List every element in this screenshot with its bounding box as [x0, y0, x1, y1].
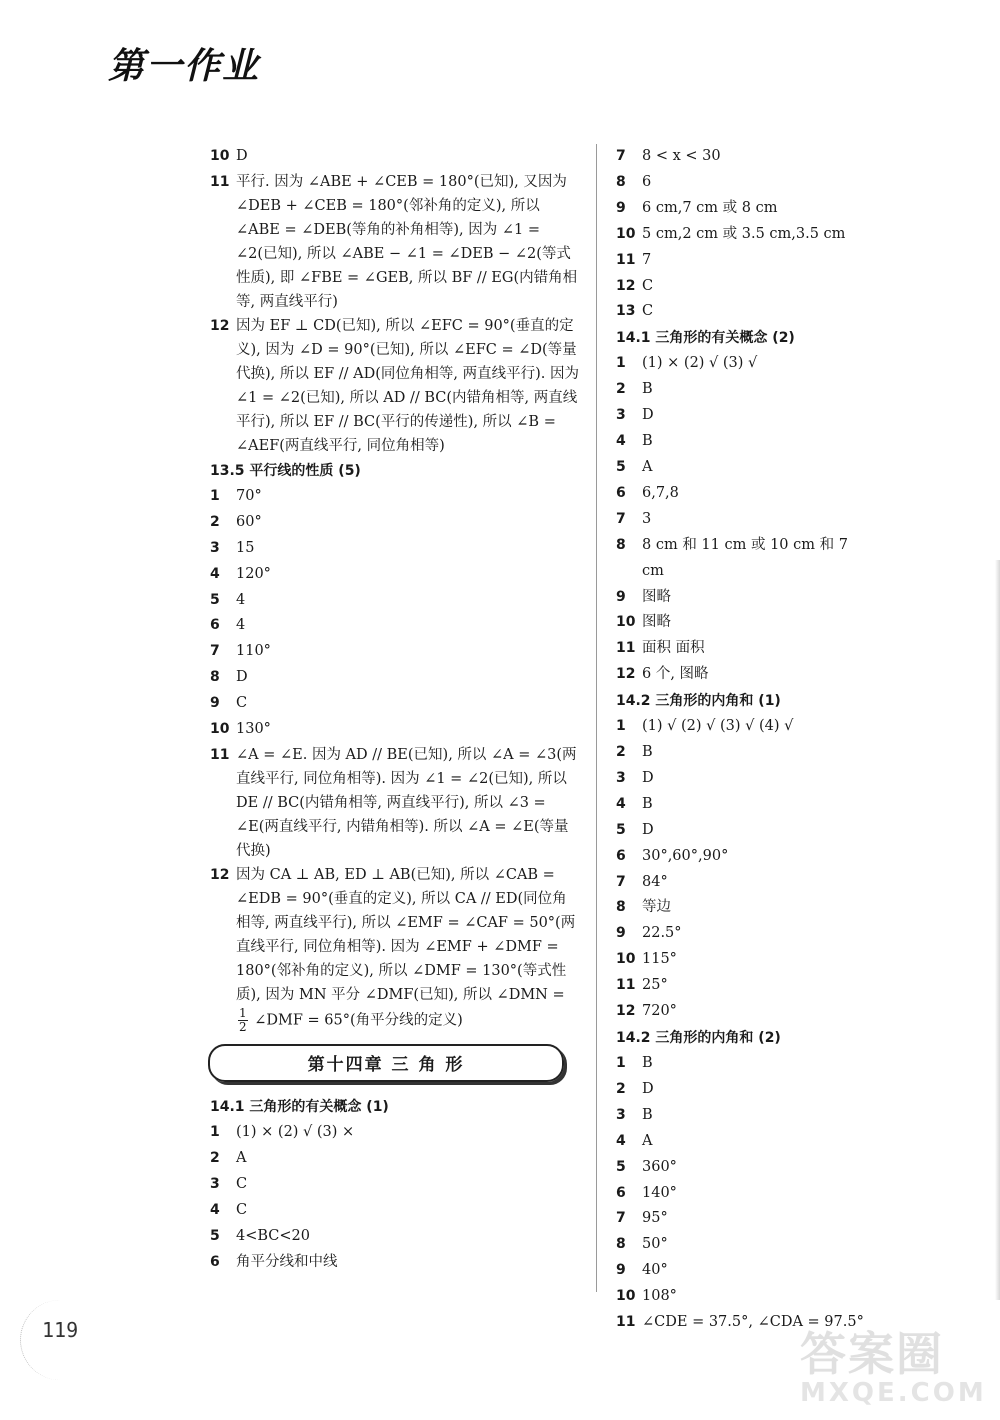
answer-number: 2: [210, 1149, 220, 1166]
answer-number: 7: [616, 873, 626, 890]
answer-item: [616, 1206, 866, 1232]
answer-item: [210, 691, 580, 717]
answer-list-14-1-2: [616, 351, 866, 688]
answer-text: 5 cm,2 cm 或 3.5 cm,3.5 cm: [642, 225, 846, 242]
answer-item: [210, 1120, 580, 1146]
answer-text: 6: [642, 173, 652, 190]
answer-number: 4: [210, 1201, 220, 1218]
answer-text: 140°: [642, 1184, 677, 1201]
answer-text: 面积 面积: [642, 640, 705, 657]
answer-item: [616, 403, 866, 429]
answer-item: [210, 1224, 580, 1250]
answer-number: 2: [616, 381, 626, 398]
answer-number: 12: [210, 317, 230, 334]
answer-number: 7: [616, 510, 626, 527]
answer-item: [616, 818, 866, 844]
answer-item: [616, 947, 866, 973]
answer-item: [210, 639, 580, 665]
answer-text: 25°: [642, 977, 668, 994]
answer-text: 4: [236, 591, 246, 608]
answer-number: 10: [616, 1288, 636, 1305]
answer-number: 3: [616, 1106, 626, 1123]
answer-text: B: [642, 381, 653, 398]
answer-item: [616, 196, 866, 222]
answer-item: [616, 1181, 866, 1207]
answer-text: (1) √ (2) √ (3) √ (4) √: [642, 718, 794, 735]
answer-text: 等边: [642, 899, 671, 916]
answer-number: 1: [616, 718, 626, 735]
answer-text: D: [642, 407, 654, 424]
answer-text: C: [236, 695, 248, 712]
answer-number: 10: [616, 951, 636, 968]
answer-number: 5: [616, 821, 626, 838]
left-column: [210, 144, 580, 1275]
section-title: 13.5 平行线的性质 (5): [210, 462, 361, 479]
answer-item: [616, 1155, 866, 1181]
answer-text: A: [642, 458, 653, 475]
answer-text: 平行. 因为 ∠ABE + ∠CEB = 180°(已知), 又因为 ∠DEB + ∠CEB = 180°(邻补角的定义), 所以 ∠ABE = ∠DEB(等角的补角相等), 因为 ∠1 = ∠2(已知), 所以 ∠ABE − ∠1 = ∠DEB − ∠2(等式性质), 即 ∠FBE = ∠GEB, 所以 BF // EG(内错角相等, 两直线平行): [236, 173, 578, 310]
answer-item: [616, 455, 866, 481]
answer-number: 5: [210, 591, 220, 608]
answer-text: [236, 863, 580, 1034]
answer-item: [210, 536, 580, 562]
answer-item: [616, 1051, 866, 1077]
answer-text: 40°: [642, 1262, 668, 1279]
answer-text: C: [642, 277, 654, 294]
answer-text: 84°: [642, 873, 668, 890]
answer-number: 10: [616, 614, 636, 631]
answer-number: 10: [616, 225, 636, 242]
section-title: 14.2 三角形的内角和 (1): [616, 693, 781, 710]
answer-list-14-1-1: [210, 1120, 580, 1275]
answer-text: 15: [236, 539, 255, 556]
answer-item: [616, 170, 866, 196]
answer-number: 7: [616, 148, 626, 164]
answer-item: [616, 585, 866, 611]
answer-item: [616, 844, 866, 870]
answer-number: 4: [616, 795, 626, 812]
answer-text: (1) × (2) √ (3) √: [642, 355, 758, 372]
answer-item: [616, 662, 866, 688]
answer-number: 8: [616, 173, 626, 190]
answer-text: 4<BC<20: [236, 1227, 310, 1244]
answer-text: 3: [642, 510, 652, 527]
answer-item: [616, 636, 866, 662]
answer-text: 6 个, 图略: [642, 666, 709, 683]
answer-text-part: ∠DMF = 65°(角平分线的定义): [254, 1012, 463, 1029]
watermark-seal: 答案圈: [800, 1327, 944, 1381]
answer-number: 3: [210, 539, 220, 556]
answer-number: 4: [210, 565, 220, 582]
answer-text: 115°: [642, 951, 677, 968]
answer-text: 70°: [236, 487, 262, 504]
section-title: 14.1 三角形的有关概念 (2): [616, 330, 795, 347]
column-divider: [596, 144, 597, 1292]
answer-item: [210, 170, 580, 314]
answer-text-part: 因为 CA ⊥ AB, ED ⊥ AB(已知), 所以 ∠CAB = ∠EDB = 90°(垂直的定义), 所以 CA // ED(同位角相等, 两直线平行), 所以 ∠EMF = ∠CAF = 50°(两直线平行, 同位角相等). 因为 ∠EMF + ∠DMF = 180°(邻补角的定义), 所以 ∠DMF = 130°(等式性质), 因为 MN 平分 ∠DMF(已知), 所以 ∠DMN =: [236, 866, 576, 1003]
answer-number: 6: [210, 617, 220, 634]
fraction-numerator: 1: [239, 1005, 247, 1020]
answer-item: [210, 863, 580, 1034]
answer-item: [616, 1103, 866, 1129]
answer-number: 9: [616, 1262, 626, 1279]
answer-number: 11: [210, 746, 230, 763]
answer-text: B: [642, 1055, 653, 1071]
answer-text: 6,7,8: [642, 484, 679, 501]
answer-text: 22.5°: [642, 925, 682, 942]
page-number: 119: [42, 1318, 79, 1342]
answer-text: 95°: [642, 1210, 668, 1227]
answer-item: [616, 610, 866, 636]
answer-number: 6: [616, 847, 626, 864]
answer-list-top-left: [210, 144, 580, 458]
answer-item: [210, 510, 580, 536]
answer-number: 1: [616, 1055, 626, 1071]
answer-item: [616, 1284, 866, 1310]
header-logo: 第一作业: [108, 45, 261, 87]
answer-item: [616, 1232, 866, 1258]
answer-number: 6: [616, 484, 626, 501]
answer-number: 12: [616, 666, 636, 683]
answer-text: 4: [236, 617, 246, 634]
answer-number: 12: [616, 1003, 636, 1020]
answer-number: 10: [210, 148, 230, 164]
answer-item: [210, 314, 580, 458]
answer-item: [616, 533, 866, 585]
answer-item: [616, 792, 866, 818]
answer-text: 图略: [642, 588, 671, 605]
answer-item: [616, 481, 866, 507]
answer-number: 8: [210, 669, 220, 686]
answer-item: [210, 665, 580, 691]
answer-text: 120°: [236, 565, 271, 582]
answer-number: 9: [616, 199, 626, 216]
answer-list-14-2-1: [616, 714, 866, 1025]
answer-text: 6 cm,7 cm 或 8 cm: [642, 199, 778, 216]
answer-number: 12: [616, 277, 636, 294]
answer-text: 720°: [642, 1003, 677, 1020]
chapter-heading: 第十四章 三 角 形: [208, 1044, 564, 1082]
answer-text: D: [642, 1080, 654, 1097]
answer-item: [210, 613, 580, 639]
answer-number: 6: [210, 1253, 220, 1270]
answer-item: [616, 429, 866, 455]
answer-number: 11: [616, 1314, 636, 1331]
answer-text: ∠CDE = 37.5°, ∠CDA = 97.5°: [642, 1314, 864, 1331]
answer-number: 5: [616, 458, 626, 475]
answer-text: D: [642, 821, 654, 838]
answer-number: 9: [616, 925, 626, 942]
answer-item: [210, 1172, 580, 1198]
answer-number: 1: [616, 355, 626, 372]
answer-number: 3: [616, 769, 626, 786]
answer-item: [616, 766, 866, 792]
answer-number: 8: [616, 899, 626, 916]
answer-item: [616, 144, 866, 170]
answer-text: 130°: [236, 721, 271, 738]
answer-number: 7: [616, 1210, 626, 1227]
answer-item: [616, 895, 866, 921]
answer-number: 1: [210, 1123, 220, 1140]
answer-number: 9: [616, 588, 626, 605]
watermark: [800, 1318, 990, 1413]
answer-item: [210, 1146, 580, 1172]
answer-text: A: [642, 1132, 653, 1149]
answer-number: 4: [616, 1132, 626, 1149]
fraction: [238, 1007, 248, 1034]
right-column: [616, 144, 866, 1336]
answer-item: [210, 1250, 580, 1276]
answer-text: 50°: [642, 1236, 668, 1253]
section-title: 14.1 三角形的有关概念 (1): [210, 1098, 389, 1115]
answer-number: 2: [616, 744, 626, 761]
answer-text: 8 cm 和 11 cm 或 10 cm 和 7 cm: [642, 536, 848, 579]
answer-item: [616, 714, 866, 740]
answer-number: 11: [616, 251, 636, 268]
answer-item: [616, 248, 866, 274]
answer-number: 8: [616, 1236, 626, 1253]
answer-number: 11: [616, 977, 636, 994]
answer-item: [616, 377, 866, 403]
answer-item: [616, 870, 866, 896]
answer-item: [616, 973, 866, 999]
answer-item: [616, 299, 866, 325]
answer-text: C: [642, 303, 654, 320]
answer-number: 8: [616, 536, 626, 553]
answer-item: [616, 740, 866, 766]
answer-item: [210, 717, 580, 743]
answer-item: [616, 1129, 866, 1155]
answer-text: 7: [642, 251, 652, 268]
answer-text: A: [236, 1149, 247, 1166]
answer-text: C: [236, 1201, 248, 1218]
answer-list-13-5: [210, 484, 580, 1034]
answer-number: 1: [210, 487, 220, 504]
answer-text: 360°: [642, 1158, 677, 1175]
answer-item: [616, 921, 866, 947]
answer-number: 3: [210, 1175, 220, 1192]
watermark-url: MXQE.COM: [800, 1378, 987, 1408]
answer-text: B: [642, 744, 653, 761]
answer-item: [210, 1198, 580, 1224]
answer-text: B: [642, 1106, 653, 1123]
answer-text: 108°: [642, 1288, 677, 1305]
answer-text: D: [642, 769, 654, 786]
answer-list-top-right: [616, 144, 866, 325]
answer-text: 60°: [236, 513, 262, 530]
answer-item: [616, 999, 866, 1025]
answer-item: [616, 351, 866, 377]
answer-text: ∠A = ∠E. 因为 AD // BE(已知), 所以 ∠A = ∠3(两直线平行, 同位角相等). 因为 ∠1 = ∠2(已知), 所以 DE // BC(内错角相等, 两直线平行), 所以 ∠3 = ∠E(两直线平行, 内错角相等). 所以 ∠A = ∠E(等量代换): [236, 746, 577, 859]
answer-number: 9: [210, 695, 220, 712]
answer-item: [210, 144, 580, 170]
answer-item: [616, 1077, 866, 1103]
answer-list-14-2-2: [616, 1051, 866, 1336]
fraction-denominator: 2: [239, 1019, 247, 1034]
answer-number: 2: [616, 1080, 626, 1097]
answer-text: 图略: [642, 614, 671, 631]
answer-text: B: [642, 433, 653, 450]
answer-item: [210, 743, 580, 863]
answer-item: [616, 1258, 866, 1284]
section-title: 14.2 三角形的内角和 (2): [616, 1030, 781, 1046]
answer-number: 5: [616, 1158, 626, 1175]
answer-number: 11: [616, 640, 636, 657]
answer-text: 8 < x < 30: [642, 148, 721, 164]
answer-item: [210, 484, 580, 510]
answer-number: 13: [616, 303, 636, 320]
answer-number: 2: [210, 513, 220, 530]
answer-item: [616, 222, 866, 248]
answer-text: 110°: [236, 643, 271, 660]
answer-number: 4: [616, 433, 626, 450]
answer-number: 5: [210, 1227, 220, 1244]
answer-number: 3: [616, 407, 626, 424]
answer-text: C: [236, 1175, 248, 1192]
answer-number: 12: [210, 866, 230, 883]
answer-text: 角平分线和中线: [236, 1253, 338, 1270]
answer-item: [616, 274, 866, 300]
page-edge-shadow: [995, 560, 1000, 1300]
answer-text: B: [642, 795, 653, 812]
answer-text: D: [236, 669, 248, 686]
answer-item: [210, 562, 580, 588]
answer-number: 6: [616, 1184, 626, 1201]
answer-text: 因为 EF ⊥ CD(已知), 所以 ∠EFC = 90°(垂直的定义), 因为 ∠D = 90°(已知), 所以 ∠EFC = ∠D(等量代换), 所以 EF // AD(同位角相等, 两直线平行). 因为 ∠1 = ∠2(已知), 所以 AD // BC(内错角相等, 两直线平行), 所以 EF // BC(平行的传递性), 所以 ∠B = ∠AEF(两直线平行, 同位角相等): [236, 317, 579, 454]
answer-number: 10: [210, 721, 230, 738]
answer-text: (1) × (2) √ (3) ×: [236, 1123, 355, 1140]
answer-item: [210, 588, 580, 614]
answer-text: 30°,60°,90°: [642, 847, 729, 864]
answer-number: 7: [210, 643, 220, 660]
answer-text: D: [236, 148, 248, 164]
answer-number: 11: [210, 173, 230, 190]
answer-item: [616, 507, 866, 533]
